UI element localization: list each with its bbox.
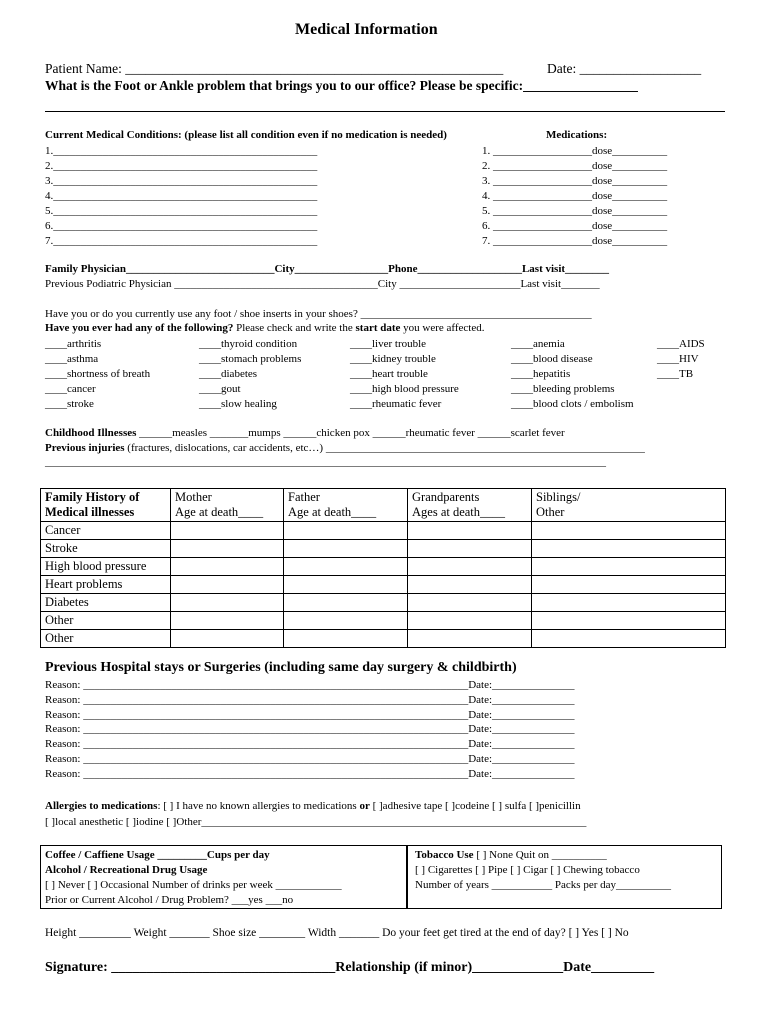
row-label: Stroke	[41, 540, 171, 558]
illness-question: Have you ever had any of the following?	[45, 322, 234, 334]
tobacco-line[interactable]	[415, 848, 671, 863]
table-cell[interactable]	[532, 576, 726, 594]
table-cell[interactable]	[532, 558, 726, 576]
illness-item[interactable]: ____heart trouble	[350, 368, 428, 380]
table-cell[interactable]	[284, 612, 408, 630]
childhood-illnesses-row[interactable]	[45, 427, 565, 439]
illness-item[interactable]: ____kidney trouble	[350, 353, 436, 365]
table-row	[41, 594, 726, 612]
date-field[interactable]: Date: __________________	[547, 61, 702, 76]
row-label: Other	[41, 612, 171, 630]
table-row	[41, 612, 726, 630]
allergies-or: or	[359, 800, 370, 812]
alcohol-label: Alcohol / Recreational Drug Usage	[45, 864, 208, 876]
illness-instructions	[45, 322, 485, 334]
condition-line[interactable]: 5.________________________________________________	[45, 205, 318, 217]
medication-line[interactable]: 3. __________________dose__________	[482, 175, 668, 187]
illness-item[interactable]: ____blood clots / embolism	[511, 398, 634, 410]
table-cell[interactable]	[171, 630, 284, 648]
table-cell[interactable]	[284, 594, 408, 612]
condition-line[interactable]: 1.________________________________________________	[45, 145, 318, 157]
hospital-stays-title: Previous Hospital stays or Surgeries (including same day surgery & childbirth)	[45, 660, 517, 675]
tobacco-section[interactable]	[415, 848, 671, 893]
table-cell[interactable]	[532, 630, 726, 648]
illness-column-3[interactable]	[350, 337, 459, 412]
table-row	[41, 576, 726, 594]
table-cell[interactable]	[408, 612, 532, 630]
row-label: High blood pressure	[41, 558, 171, 576]
illness-item[interactable]: ____anemia	[511, 338, 565, 350]
hospital-reason-line[interactable]: Reason: ______________________________________________________________________Date:_______________	[45, 708, 575, 721]
allergies-label: Allergies to medications	[45, 800, 158, 812]
header-line: Medical illnesses	[45, 505, 135, 519]
condition-line[interactable]: 2.________________________________________________	[45, 160, 318, 172]
medications-list[interactable]	[482, 144, 667, 249]
table-cell[interactable]	[171, 540, 284, 558]
illness-item[interactable]: ____shortness of breath	[45, 368, 151, 380]
table-cell[interactable]	[532, 540, 726, 558]
table-cell[interactable]	[408, 594, 532, 612]
table-row	[41, 630, 726, 648]
patient-name-field[interactable]: Patient Name: ________________________________________________________	[45, 61, 504, 76]
table-cell[interactable]	[171, 576, 284, 594]
podiatric-physician-field[interactable]: Previous Podiatric Physician _____________________________________City ______________________Last visit_______	[45, 278, 600, 290]
table-cell[interactable]	[284, 558, 408, 576]
header-line: Family History of	[45, 490, 140, 504]
foot-problem-field[interactable]: What is the Foot or Ankle problem that brings you to our office? Please be specific:_________________	[45, 78, 638, 93]
family-physician-text: Family Physician___________________________City_________________Phone___________________Last visit________	[45, 263, 610, 275]
allergies-options-2[interactable]: [ ]adhesive tape [ ]codeine [ ] sulfa [ ]penicillin	[369, 800, 581, 812]
header-cell	[532, 489, 726, 522]
previous-injuries-line-2[interactable]: ______________________________________________________________________________________________________	[45, 456, 606, 468]
illness-item[interactable]: ____arthritis	[45, 338, 102, 350]
illness-item[interactable]: ____blood disease	[511, 353, 593, 365]
previous-injuries-text[interactable]: (fractures, dislocations, car accidents, etc…) __________________________________________________________	[124, 442, 645, 454]
illness-instruction-suffix: you were affected.	[400, 322, 485, 334]
drinks-per-week[interactable]: [ ] Never [ ] Occasional Number of drinks per week ____________	[45, 879, 342, 891]
measurements-row[interactable]: Height _________ Weight _______ Shoe size ________ Width _______ Do your feet get tired at the end of day? [ ] Yes [ ] No	[45, 927, 629, 939]
page-title: Medical Information	[295, 21, 438, 38]
row-label: Heart problems	[41, 576, 171, 594]
table-cell[interactable]	[284, 540, 408, 558]
hospital-reason-line[interactable]: Reason: ______________________________________________________________________Date:_______________	[45, 752, 575, 765]
header-line: Siblings/	[536, 490, 581, 504]
hospital-reason-line[interactable]: Reason: ______________________________________________________________________Date:_______________	[45, 679, 575, 691]
table-row	[41, 540, 726, 558]
table-cell[interactable]	[532, 612, 726, 630]
coffee-label: Coffee / Caffiene Usage	[45, 849, 155, 861]
hospital-stays-list[interactable]	[45, 678, 575, 782]
cups-per-day[interactable]: _________Cups per day	[154, 849, 270, 861]
table-cell[interactable]	[284, 522, 408, 540]
hospital-reason-line[interactable]: Reason: ______________________________________________________________________Date:_______________	[45, 767, 575, 780]
start-date-emphasis: start date	[355, 322, 401, 334]
childhood-illnesses-items[interactable]: ______measles _______mumps ______chicken pox ______rheumatic fever ______scarlet fever	[136, 427, 565, 439]
illness-item[interactable]: ____thyroid condition	[199, 338, 298, 350]
header-cell	[284, 489, 408, 522]
family-history-table	[40, 488, 726, 648]
tobacco-types[interactable]: [ ] Cigarettes [ ] Pipe [ ] Cigar [ ] Chewing tobacco	[415, 864, 640, 876]
tobacco-years-packs[interactable]: Number of years ___________ Packs per day__________	[415, 879, 672, 891]
row-label: Other	[41, 630, 171, 648]
illness-item[interactable]: ____asthma	[45, 353, 99, 365]
table-row	[41, 522, 726, 540]
allergies-row[interactable]	[45, 800, 581, 812]
header-line: Mother	[175, 490, 212, 504]
table-cell[interactable]	[171, 558, 284, 576]
table-cell[interactable]	[284, 576, 408, 594]
medications-header: Medications:	[546, 129, 608, 141]
illness-item[interactable]: ____stomach problems	[199, 353, 302, 365]
table-cell[interactable]	[284, 630, 408, 648]
row-label: Cancer	[41, 522, 171, 540]
header-cell	[41, 489, 171, 522]
illness-item[interactable]: ____HIV	[657, 353, 699, 365]
coffee-alcohol-section[interactable]	[45, 848, 342, 908]
allergies-row-2[interactable]: [ ]local anesthetic [ ]iodine [ ]Other______________________________________________________________________	[45, 816, 587, 828]
table-row	[41, 558, 726, 576]
illness-item[interactable]: ____rheumatic fever	[350, 398, 442, 410]
childhood-illnesses-label: Childhood Illnesses	[45, 427, 137, 439]
illness-item[interactable]: ____slow healing	[199, 398, 277, 410]
signature-row[interactable]: Signature: ________________________________Relationship (if minor)_____________Date_________	[45, 960, 655, 975]
header-cell	[408, 489, 532, 522]
illness-column-5[interactable]	[657, 337, 705, 382]
conditions-header: Current Medical Conditions: (please list all condition even if no medication is needed)	[45, 129, 447, 141]
illness-item[interactable]: ____cancer	[45, 383, 96, 395]
illness-column-4[interactable]	[511, 337, 634, 412]
medication-line[interactable]: 2. __________________dose__________	[482, 160, 668, 172]
illness-item[interactable]: ____TB	[657, 368, 694, 380]
condition-line[interactable]: 6.________________________________________________	[45, 220, 318, 232]
header-line: Age at death____	[288, 505, 377, 519]
family-physician-field[interactable]	[45, 263, 609, 275]
previous-injuries-label: Previous injuries	[45, 442, 125, 454]
header-line: Grandparents	[412, 490, 480, 504]
medication-line[interactable]: 1. __________________dose__________	[482, 145, 668, 157]
illness-item[interactable]: ____liver trouble	[350, 338, 427, 350]
medication-line[interactable]: 4. __________________dose__________	[482, 190, 668, 202]
hospital-reason-line[interactable]: Reason: ______________________________________________________________________Date:_______________	[45, 723, 575, 736]
illness-column-2[interactable]	[199, 337, 301, 412]
table-cell[interactable]	[408, 540, 532, 558]
illness-item[interactable]: ____AIDS	[657, 338, 705, 350]
illness-item[interactable]: ____high blood pressure	[350, 383, 459, 395]
drug-problem-question[interactable]: Prior or Current Alcohol / Drug Problem? ___yes ___no	[45, 894, 294, 906]
row-label: Diabetes	[41, 594, 171, 612]
table-cell[interactable]	[532, 594, 726, 612]
header-line: Other	[536, 505, 565, 519]
condition-line[interactable]: 3.________________________________________________	[45, 175, 318, 187]
illness-item[interactable]: ____gout	[199, 383, 241, 395]
table-cell[interactable]	[408, 630, 532, 648]
header-line: Age at death____	[175, 505, 264, 519]
condition-line[interactable]: 7.________________________________________________	[45, 235, 318, 247]
table-cell[interactable]	[408, 576, 532, 594]
table-cell[interactable]	[171, 522, 284, 540]
tobacco-label: Tobacco Use	[415, 849, 474, 861]
condition-line[interactable]: 4.________________________________________________	[45, 190, 318, 202]
medication-line[interactable]: 5. __________________dose__________	[482, 205, 668, 217]
allergies-options[interactable]: : [ ] I have no known allergies to medications	[157, 800, 360, 812]
illness-column-1[interactable]	[45, 337, 150, 412]
problem-answer-line[interactable]	[45, 111, 725, 112]
header-cell	[171, 489, 284, 522]
illness-item[interactable]: ____diabetes	[199, 368, 258, 380]
previous-injuries-row[interactable]	[45, 442, 645, 454]
table-cell[interactable]	[532, 522, 726, 540]
medication-line[interactable]: 6. __________________dose__________	[482, 220, 668, 232]
header-line: Father	[288, 490, 320, 504]
illness-item[interactable]: ____stroke	[45, 398, 94, 410]
illness-item[interactable]: ____bleeding problems	[511, 383, 615, 395]
hospital-reason-line[interactable]: Reason: ______________________________________________________________________Date:_______________	[45, 738, 575, 751]
medication-line[interactable]: 7. __________________dose__________	[482, 235, 668, 247]
table-cell[interactable]	[171, 612, 284, 630]
illness-item[interactable]: ____hepatitis	[511, 368, 571, 380]
illness-instruction-text: Please check and write the	[233, 322, 356, 334]
table-cell[interactable]	[171, 594, 284, 612]
hospital-reason-line[interactable]: Reason: ______________________________________________________________________Date:_______________	[45, 693, 575, 706]
table-cell[interactable]	[408, 558, 532, 576]
header-line: Ages at death____	[412, 505, 506, 519]
table-cell[interactable]	[408, 522, 532, 540]
table-header-row	[41, 489, 726, 522]
inserts-question[interactable]: Have you or do you currently use any foot / shoe inserts in your shoes? __________________________________________	[45, 308, 592, 320]
coffee-line[interactable]	[45, 848, 342, 863]
tobacco-none-quit[interactable]: [ ] None Quit on __________	[473, 849, 607, 861]
conditions-list[interactable]	[45, 144, 317, 249]
